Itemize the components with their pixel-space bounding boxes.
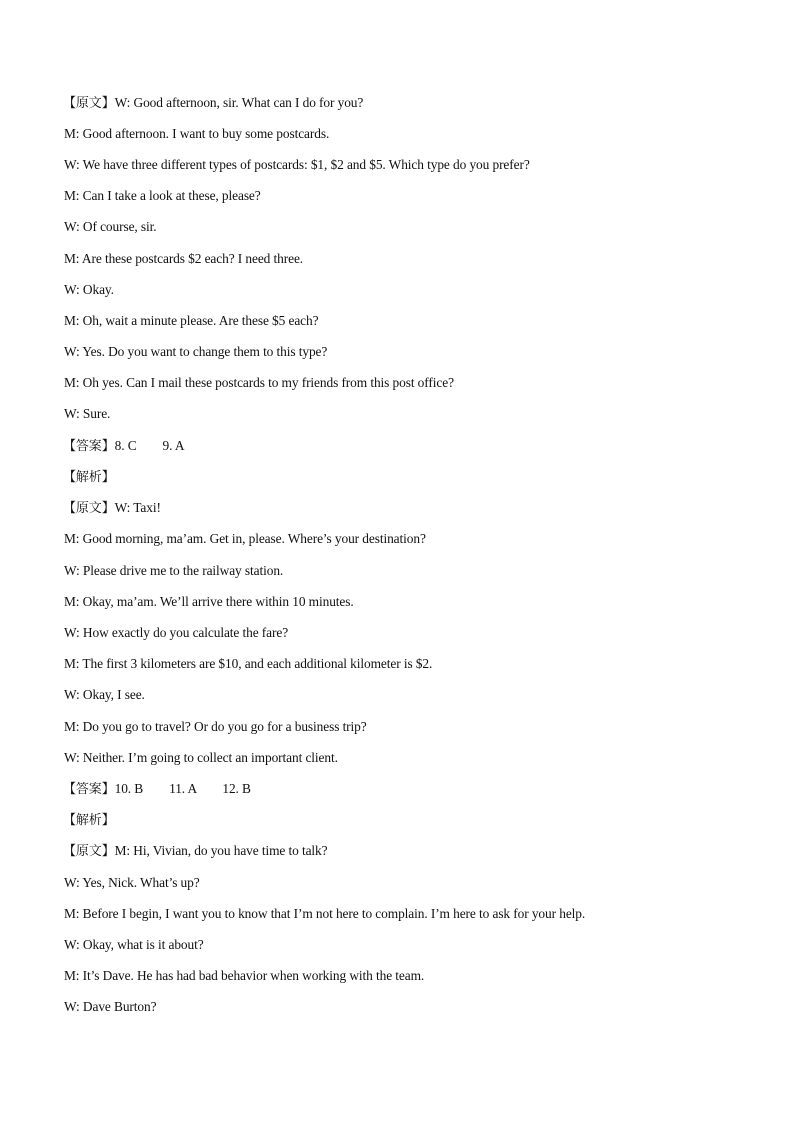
transcript-line <box>63 843 328 860</box>
transcript-line <box>64 719 367 735</box>
transcript-line <box>64 875 200 891</box>
line-text: W: Neither. I’m going to collect an important client. <box>64 750 338 765</box>
answer-line <box>63 781 251 798</box>
line-text: M: Okay, ma’am. We’ll arrive there within 10 minutes. <box>64 594 354 609</box>
transcript-line <box>64 406 110 422</box>
line-text: M: Hi, Vivian, do you have time to talk? <box>114 843 328 858</box>
transcript-line <box>64 282 114 298</box>
line-text: M: Do you go to travel? Or do you go for a business trip? <box>64 719 367 734</box>
line-text: W: Good afternoon, sir. What can I do for you? <box>114 95 364 110</box>
transcript-line <box>64 999 156 1015</box>
line-text: M: Oh yes. Can I mail these postcards to my friends from this post office? <box>64 375 454 390</box>
transcript-line <box>64 188 261 204</box>
answer-text: 10. B 11. A 12. B <box>114 781 251 796</box>
answer-text: 8. C 9. A <box>114 438 185 453</box>
analysis-line <box>63 812 115 829</box>
transcript-line <box>64 251 303 267</box>
section-tag: 【原文】 <box>63 844 115 859</box>
line-text: M: Oh, wait a minute please. Are these $5 each? <box>64 313 319 328</box>
line-text: M: It’s Dave. He has had bad behavior when working with the team. <box>64 968 425 983</box>
line-text: W: Yes, Nick. What’s up? <box>64 875 200 890</box>
section-tag: 【答案】 <box>63 782 115 797</box>
transcript-line <box>64 906 585 922</box>
line-text: M: Can I take a look at these, please? <box>64 188 261 203</box>
line-text: W: Okay, I see. <box>64 687 145 702</box>
line-text: M: Good morning, ma’am. Get in, please. Where’s your destination? <box>64 531 426 546</box>
line-text: W: How exactly do you calculate the fare? <box>64 625 289 640</box>
answer-line <box>63 438 184 455</box>
line-text: W: Okay. <box>64 282 114 297</box>
transcript-line <box>63 500 161 517</box>
line-text: W: Taxi! <box>114 500 161 515</box>
analysis-line <box>63 469 115 486</box>
transcript-line <box>64 937 204 953</box>
line-text: W: Please drive me to the railway station. <box>64 563 284 578</box>
line-text: W: Sure. <box>64 406 111 421</box>
line-text: M: The first 3 kilometers are $10, and each additional kilometer is $2. <box>64 656 433 671</box>
line-text: W: We have three different types of postcards: $1, $2 and $5. Which type do you prefer? <box>64 157 530 172</box>
transcript-line <box>64 625 288 641</box>
line-text: W: Yes. Do you want to change them to this type? <box>64 344 328 359</box>
transcript-line <box>64 375 454 391</box>
line-text: W: Dave Burton? <box>64 999 157 1014</box>
transcript-line <box>63 95 363 112</box>
section-tag: 【答案】 <box>63 439 115 454</box>
line-text: W: Of course, sir. <box>64 219 157 234</box>
line-text: M: Before I begin, I want you to know that I’m not here to complain. I’m here to ask for your help. <box>64 906 586 921</box>
transcript-line <box>64 219 157 235</box>
transcript-line <box>64 531 426 547</box>
section-tag: 【解析】 <box>63 470 115 485</box>
section-tag: 【原文】 <box>63 501 115 516</box>
transcript-line <box>64 656 432 672</box>
transcript-line <box>64 687 145 703</box>
section-tag: 【原文】 <box>63 96 115 111</box>
transcript-line <box>64 563 283 579</box>
section-tag: 【解析】 <box>63 813 115 828</box>
transcript-line <box>64 126 329 142</box>
transcript-line <box>64 313 318 329</box>
transcript-line <box>64 968 424 984</box>
line-text: W: Okay, what is it about? <box>64 937 204 952</box>
line-text: M: Are these postcards $2 each? I need three. <box>64 251 304 266</box>
transcript-line <box>64 750 338 766</box>
line-text: M: Good afternoon. I want to buy some postcards. <box>64 126 330 141</box>
transcript-line <box>64 344 327 360</box>
transcript-line <box>64 157 530 173</box>
transcript-line <box>64 594 354 610</box>
